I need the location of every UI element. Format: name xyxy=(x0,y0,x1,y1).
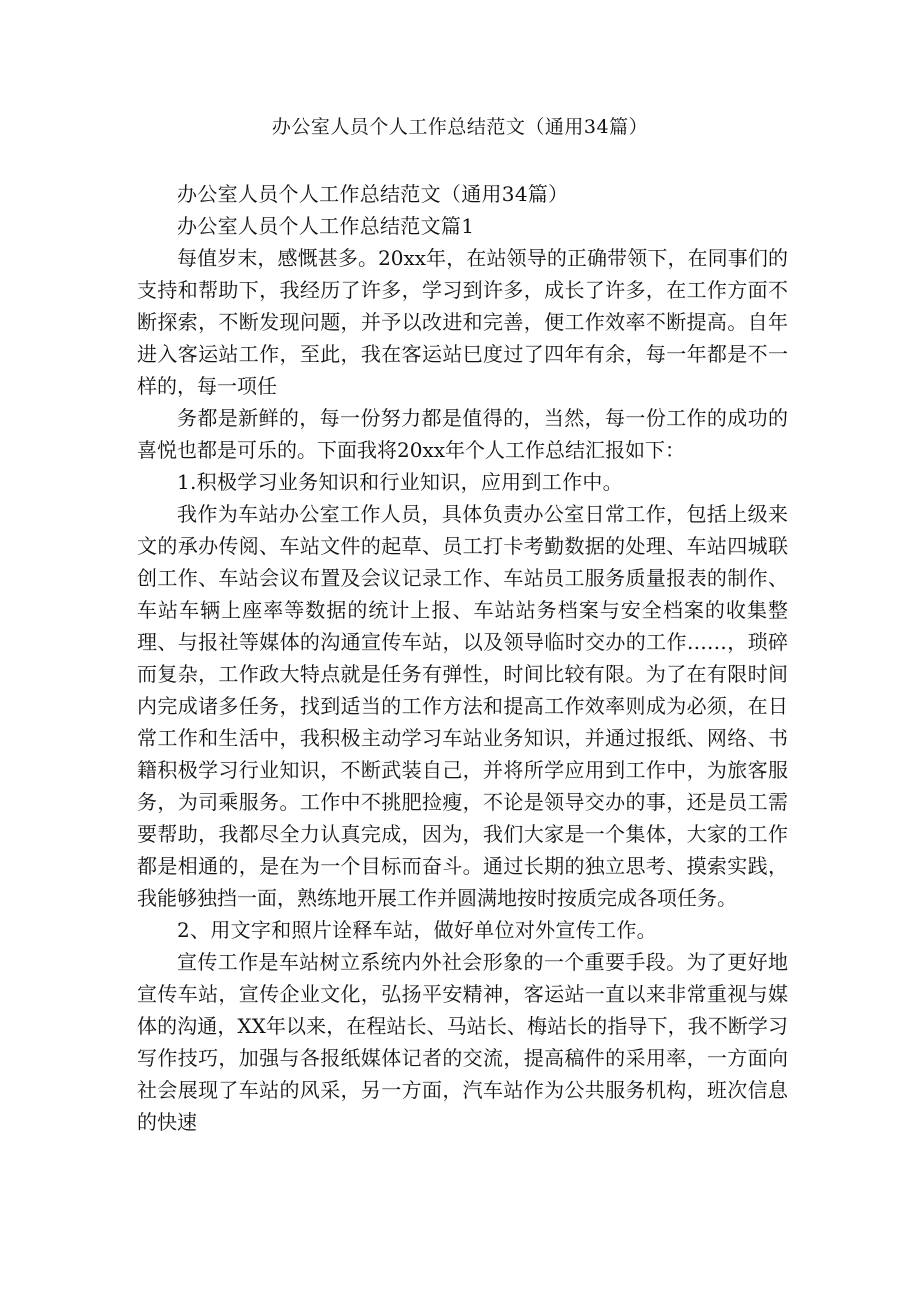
paragraph-point-2-body: 宣传工作是车站树立系统内外社会形象的一个重要手段。为了更好地宣传车站，宣传企业文化，弘扬平安精神，客运站一直以来非常重视与媒体的沟通，XX年以来，在程站长、马站长、梅站长的指导下，我不断学习写作技巧，加强与各报纸媒体记者的交流，提高稿件的采用率，一方面向社会展现了车站的风采，另一方面，汽车站作为公共服务机构，班次信息的快速 xyxy=(137,950,788,1134)
paragraph-intro-continued: 务都是新鲜的，每一份努力都是值得的，当然，每一份工作的成功的喜悦也都是可乐的。下面我将20xx年个人工作总结汇报如下： xyxy=(137,406,788,462)
document-body xyxy=(137,178,788,1138)
paragraph-subtitle: 办公室人员个人工作总结范文（通用34篇） xyxy=(177,182,569,206)
paragraph-intro: 每值岁末，感慨甚多。20xx年，在站领导的正确带领下，在同事们的支持和帮助下，我经历了许多，学习到许多，成长了许多，在工作方面不断探索，不断发现问题，并予以改进和完善，便工作效率不断提高。自年进入客运站工作，至此，我在客运站巳度过了四年有余，每一年都是不一样的，每一项任 xyxy=(137,246,788,398)
document-title: 办公室人员个人工作总结范文（通用34篇） xyxy=(271,116,649,138)
paragraph-point-1-heading: 1.积极学习业务知识和行业知识，应用到工作中。 xyxy=(177,470,623,494)
paragraph-point-1-body: 我作为车站办公室工作人员，具体负责办公室日常工作，包括上级来文的承办传阅、车站文件的起草、员工打卡考勤数据的处理、车站四城联创工作、车站会议布置及会议记录工作、车站员工服务质量报表的制作、车站车辆上座率等数据的统计上报、车站站务档案与安全档案的收集整理、与报社等媒体的沟通宣传车站，以及领导临时交办的工作……，琐碎而复杂，工作政大特点就是任务有弹性，时间比较有限。为了在有限时间内完成诸多任务，找到适当的工作方法和提高工作效率则成为必须，在日常工作和生活中，我积极主动学习车站业务知识，并通过报纸、网络、书籍积极学习行业知识，不断武装自己，并将所学应用到工作中，为旅客服务，为司乘服务。工作中不挑肥捡瘦，不论是领导交办的事，还是员工需要帮助，我都尽全力认真完成，因为，我们大家是一个集体，大家的工作都是相通的，是在为一个目标而奋斗。通过长期的独立思考、摸索实践，我能够独挡一面，熟练地开展工作并圆满地按时按质完成各项任务。 xyxy=(137,502,788,910)
paragraph-point-2-heading: 2、用文字和照片诠释车站，做好单位对外宣传工作。 xyxy=(177,918,657,942)
paragraph-section-heading: 办公室人员个人工作总结范文篇1 xyxy=(177,214,475,238)
